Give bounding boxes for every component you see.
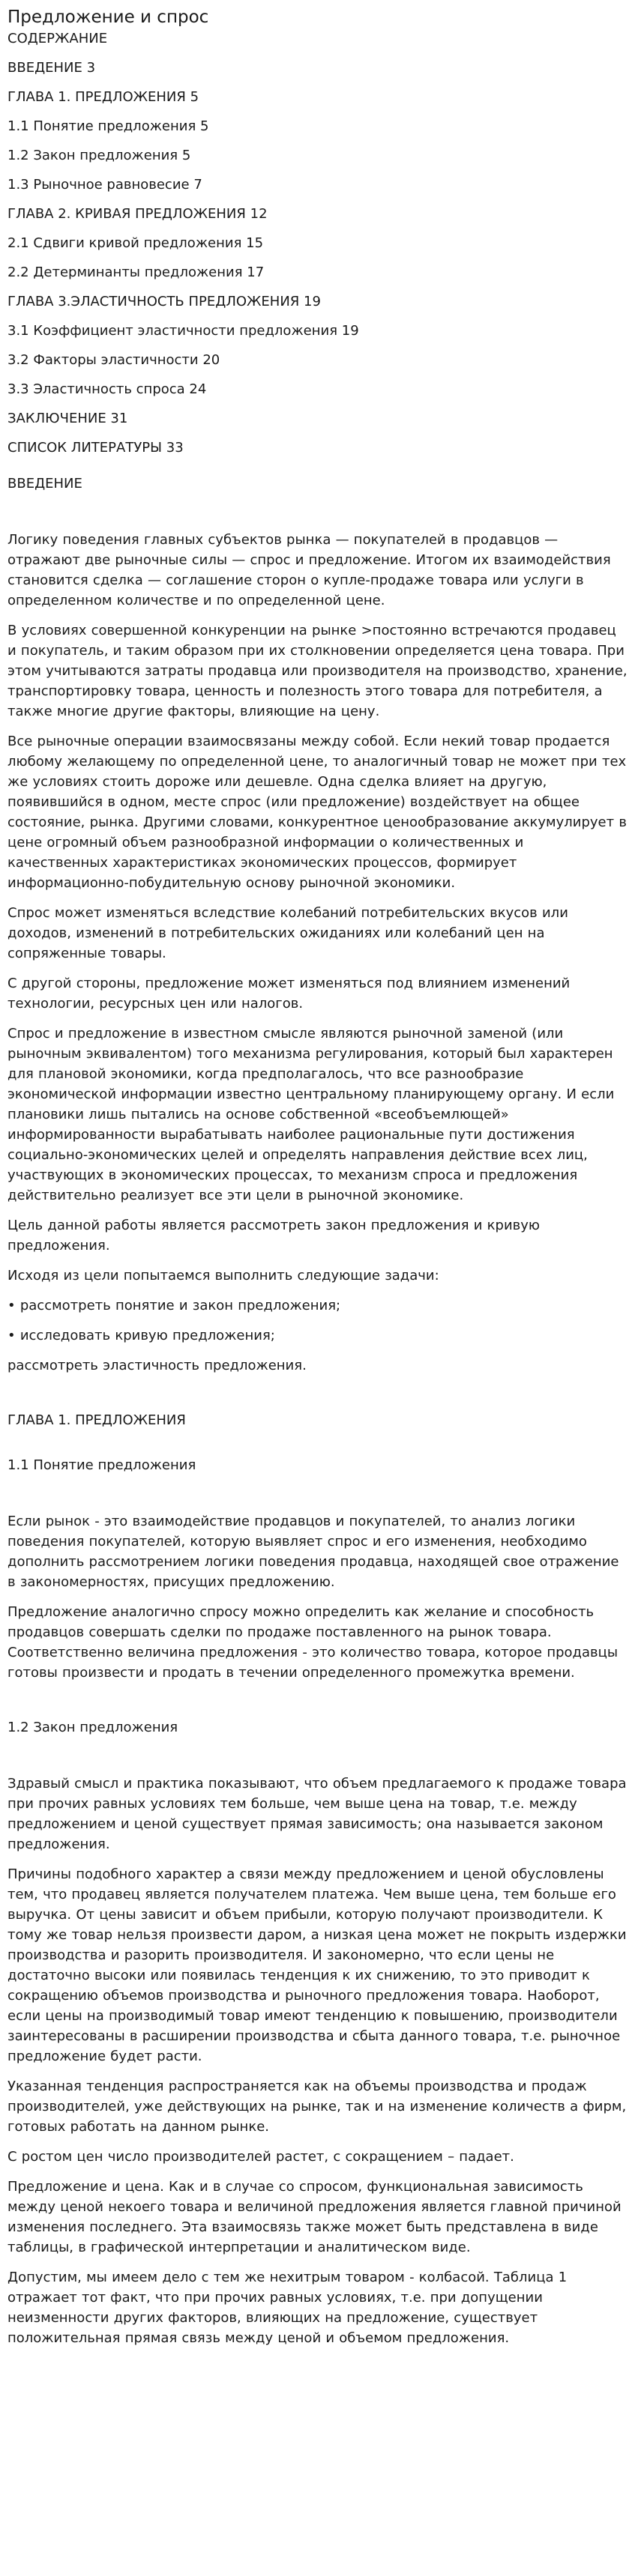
list-item: • рассмотреть понятие и закон предложения; — [7, 1298, 341, 1313]
paragraph: Здравый смысл и практика показывают, что объем предлагаемого к продаже товара при прочих равных условиях тем больше, чем выше цена на товар, т.е. между предложением и ценой существует прямая зависимость; она называется законом предложения. — [7, 1776, 627, 1852]
toc-entry: ВВЕДЕНИЕ 3 — [7, 60, 96, 76]
paragraph: Предложение и цена. Как и в случае со спросом, функциональная зависимость между ценой некоего товара и величиной предложения является главной причиной изменения последнего. Эта взаимосвязь также может быть представлена в виде таблицы, в графической интерпретации и аналитическом виде. — [7, 2179, 622, 2255]
paragraph: Цель данной работы является рассмотреть закон предложения и кривую предложения. — [7, 1218, 541, 1254]
toc-entry: 3.1 Коэффициент эластичности предложения 19 — [7, 323, 359, 339]
section-1-2-heading: 1.2 Закон предложения — [7, 1720, 178, 1735]
paragraph: Причины подобного характер а связи между предложением и ценой обусловлены тем, что продавец является получателем платежа. Чем выше цена, тем больше его выручка. От цены зависит и объем прибыли, которую получают производители. К тому же товар нельзя произвести даром, а низкая цена может не покрыть издержки производства и разорить производителя. И закономерно, что если цены не достаточно высоки или появилась тенденция к их снижению, то это приводит к сокращению объемов производства и рыночного предложения товара. Наоборот, если цены на производимый товар имеют тенденцию к повышению, производители заинтересованы в расширении производства и сбыта данного товара, т.е. рыночное предложение будет расти. — [7, 1866, 627, 2064]
intro-heading: ВВЕДЕНИЕ — [7, 476, 82, 492]
toc-entry: ГЛАВА 1. ПРЕДЛОЖЕНИЯ 5 — [7, 89, 199, 105]
paragraph: Спрос и предложение в известном смысле являются рыночной заменой (или рыночным эквивалентом) того механизма регулирования, который был характерен для плановой экономики, когда предполагалось, что все разнообразие экономической информации известно центральному планирующему органу. И если плановики лишь пытались на основе собственной «всеобъемлющей» информированности вырабатывать наиболее рациональные пути достижения социально-экономических целей и определять направления действие всех лиц, участвующих в экономических процессах, то механизм спроса и предложения действительно реализует все эти цели в рыночной экономике. — [7, 1026, 615, 1203]
toc-entry: 1.3 Рыночное равновесие 7 — [7, 177, 202, 193]
toc-entry: 1.2 Закон предложения 5 — [7, 148, 191, 163]
paragraph: Если рынок - это взаимодействие продавцов и покупателей, то анализ логики поведения покупателей, которую выявляет спрос и его изменения, необходимо дополнить рассмотрением логики поведения продавца, находящей свое отражение в закономерностях, присущих предложению. — [7, 1514, 619, 1590]
paragraph: Исходя из цели попытаемся выполнить следующие задачи: — [7, 1268, 439, 1284]
toc-entry: ЗАКЛЮЧЕНИЕ 31 — [7, 411, 128, 426]
document-title: Предложение и спрос — [7, 7, 209, 27]
paragraph: С ростом цен число производителей растет, с сокращением – падает. — [7, 2149, 514, 2165]
intro-section — [7, 530, 628, 1376]
section-1-1 — [7, 1511, 628, 1683]
paragraph: Логику поведения главных субъектов рынка — покупателей в продавцов — отражают две рыночные силы — спрос и предложение. Итогом их взаимодействия становится сделка — соглашение сторон о купле-продаже товара или услуги в определенном количестве и по определенной цене. — [7, 532, 611, 608]
table-of-contents — [7, 31, 628, 456]
paragraph: Спрос может изменяться вследствие колебаний потребительских вкусов или доходов, изменений в потребительских ожиданиях или колебаний цен на сопряженные товары. — [7, 905, 568, 961]
toc-entry: ГЛАВА 3.ЭЛАСТИЧНОСТЬ ПРЕДЛОЖЕНИЯ 19 — [7, 294, 321, 309]
paragraph: Допустим, мы имеем дело с тем же нехитрым товаром - колбасой. Таблица 1 отражает тот факт, что при прочих равных условиях, т.е. при допущении неизменности других факторов, влияющих на предложение, существует положительная прямая связь между ценой и объемом предложения. — [7, 2270, 568, 2346]
toc-entry: СПИСОК ЛИТЕРАТУРЫ 33 — [7, 440, 184, 456]
toc-heading: СОДЕРЖАНИЕ — [7, 31, 108, 46]
section-1-2 — [7, 1774, 628, 2348]
paragraph: С другой стороны, предложение может изменяться под влиянием изменений технологии, ресурсных цен или налогов. — [7, 976, 571, 1012]
toc-entry: 2.1 Сдвиги кривой предложения 15 — [7, 235, 264, 251]
paragraph: Указанная тенденция распространяется как на объемы производства и продаж производителей, уже действующих на рынке, так и на изменение количеств а фирм, готовых работать на данном рынке. — [7, 2078, 627, 2135]
list-item: • исследовать кривую предложения; — [7, 1328, 275, 1343]
paragraph: В условиях совершенной конкуренции на рынке >постоянно встречаются продавец и покупатель, и таким образом при их столкновении определяется цена товара. При этом учитываются затраты продавца или производителя на производство, хранение, транспортировку товара, ценность и полезность этого товара для потребителя, а также многие другие факторы, влияющие на цену. — [7, 623, 628, 719]
toc-entry: 3.3 Эластичность спроса 24 — [7, 381, 207, 397]
toc-entry: 2.2 Детерминанты предложения 17 — [7, 264, 265, 280]
paragraph: Предложение аналогично спросу можно определить как желание и способность продавцов совершать сделки по продаже поставленного на рынок товара. Соответственно величина предложения - это количество товара, которое продавцы готовы произвести и продать в течении определенного промежутка времени. — [7, 1604, 619, 1681]
paragraph: рассмотреть эластичность предложения. — [7, 1358, 307, 1373]
paragraph: Все рыночные операции взаимосвязаны между собой. Если некий товар продается любому желающему по определенной цене, то аналогичный товар не может при тех же условиях стоить дороже или дешевле. Одна сделка влияет на другую, появившийся в одном, месте спрос (или предложение) воздействует на общее состояние, рынка. Другими словами, конкурентное ценообразование аккумулирует в цене огромный объем разнообразной информации о количественных и качественных характеристиках экономических процессов, формирует информационно-побудительную основу рыночной экономики. — [7, 734, 627, 891]
section-1-1-heading: 1.1 Понятие предложения — [7, 1457, 196, 1473]
toc-entry: 3.2 Факторы эластичности 20 — [7, 352, 220, 368]
toc-entry: ГЛАВА 2. КРИВАЯ ПРЕДЛОЖЕНИЯ 12 — [7, 206, 268, 222]
toc-entry: 1.1 Понятие предложения 5 — [7, 118, 209, 134]
chapter-1-heading: ГЛАВА 1. ПРЕДЛОЖЕНИЯ — [7, 1412, 186, 1428]
